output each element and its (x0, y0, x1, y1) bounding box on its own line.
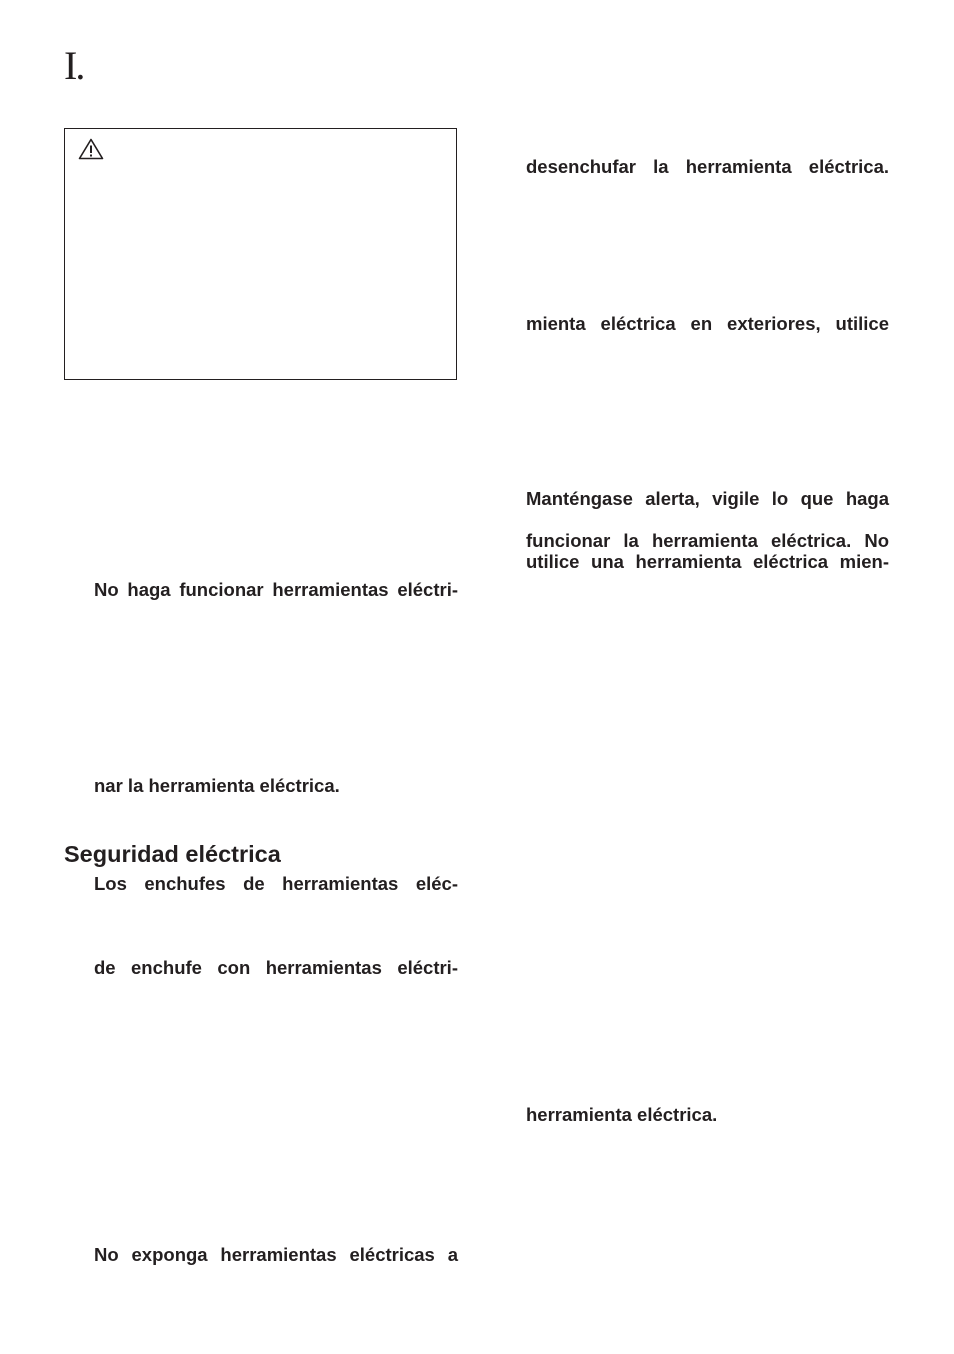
warning-triangle-icon (78, 138, 104, 160)
page-section-marker: I. (64, 43, 84, 88)
text-line-outdoors: mienta eléctrica en exteriores, utilice (526, 313, 889, 334)
text-line-tool-end: herramienta eléctrica. (526, 1104, 718, 1125)
text-line-operate-tool: funcionar la herramienta eléctrica. No (526, 530, 889, 551)
text-line-do-not-use: utilice una herramienta eléctrica mien- (526, 551, 889, 572)
text-line-expose: No exponga herramientas eléctricas a (94, 1244, 458, 1265)
text-line-plugs: Los enchufes de herramientas eléc- (94, 873, 458, 894)
text-line-adapters: de enchufe con herramientas eléctri- (94, 957, 458, 978)
text-line-unplug: desenchufar la herramienta eléctrica. (526, 156, 889, 177)
text-line-operate-end: nar la herramienta eléctrica. (94, 775, 340, 796)
warning-box (64, 128, 457, 380)
text-line-operate: No haga funcionar herramientas eléctri- (94, 579, 458, 600)
section-heading-electrical-safety: Seguridad eléctrica (64, 841, 281, 867)
text-line-alert: Manténgase alerta, vigile lo que haga (526, 488, 889, 509)
